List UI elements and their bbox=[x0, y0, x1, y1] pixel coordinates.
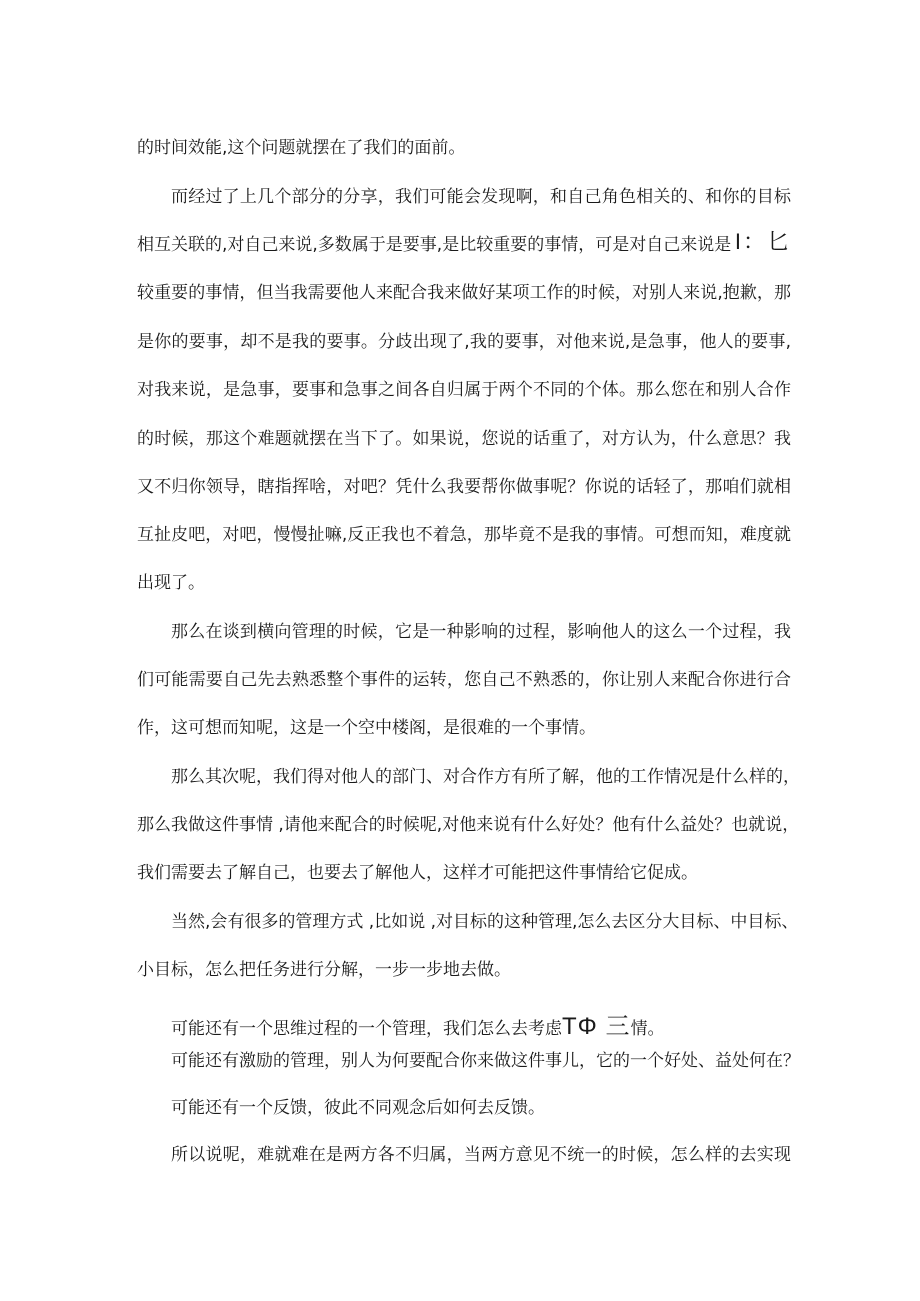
text-line: 出现了。 bbox=[137, 573, 205, 593]
text-line: 对我来说，是急事，要事和急事之间各自归属于两个不同的个体。那么您在和别人合作 bbox=[137, 380, 791, 400]
text-line: 互扯皮吧，对吧，慢慢扯嘛,反正我也不着急，那毕竟不是我的事情。可想而知，难度就 bbox=[137, 525, 791, 545]
text-line: 那么其次呢，我们得对他人的部门、对合作方有所了解，他的工作情况是什么样的， bbox=[171, 767, 800, 787]
text-line: 所以说呢，难就难在是两方各不归属，当两方意见不统一的时候，怎么样的去实现 bbox=[171, 1145, 791, 1165]
text-line: 可能还有一个反馈，彼此不同观念后如何去反馈。 bbox=[171, 1098, 545, 1118]
text-segment: 可能还有一个思维过程的一个管理，我们怎么去考虑 bbox=[171, 1019, 562, 1039]
garbled-glyphs: I：匕 bbox=[734, 229, 791, 254]
text-line: 可能还有激励的管理，别人为何要配合你来做这件事儿，它的一个好处、益处何在？ bbox=[171, 1051, 800, 1071]
garbled-glyphs: TΦ 三 bbox=[562, 1013, 631, 1040]
text-line: 较重要的事情，但当我需要他人来配合我来做好某项工作的时候，对别人来说,抱歉，那 bbox=[137, 283, 791, 303]
text-line: 作，这可想而知呢，这是一个空中楼阁，是很难的一个事情。 bbox=[137, 718, 596, 738]
text-line: 当然,会有很多的管理方式 ,比如说 ,对目标的这种管理,怎么去区分大目标、中目标、 bbox=[171, 912, 799, 932]
text-line bbox=[171, 1015, 664, 1041]
text-line: 的时间效能,这个问题就摆在了我们的面前。 bbox=[137, 138, 466, 158]
text-line: 又不归你领导，瞎指挥啥，对吧？凭什么我要帮你做事呢？你说的话轻了，那咱们就相 bbox=[137, 477, 791, 497]
text-line: 们可能需要自己先去熟悉整个事件的运转，您自己不熟悉的，你让别人来配合你进行合 bbox=[137, 670, 791, 690]
text-line: 我们需要去了解自己，也要去了解他人，这样才可能把这件事情给它促成。 bbox=[137, 863, 698, 883]
text-line bbox=[137, 229, 791, 257]
text-line: 而经过了上几个部分的分享，我们可能会发现啊，和自己角色相关的、和你的目标 bbox=[171, 187, 791, 207]
text-line: 的时候，那这个难题就摆在当下了。如果说，您说的话重了，对方认为，什么意思？我 bbox=[137, 429, 791, 449]
text-segment: 相互关联的,对自己来说,多数属于是要事,是比较重要的事情，可是对自己来说是 bbox=[137, 235, 732, 255]
text-line: 那么在谈到横向管理的时候，它是一种影响的过程，影响他人的这么一个过程，我 bbox=[171, 622, 791, 642]
text-line: 是你的要事，却不是我的要事。分歧出现了,我的要事，对他来说,是急事，他人的要事, bbox=[137, 332, 791, 352]
text-line: 那么我做这件事情 ,请他来配合的时候呢,对他来说有什么好处？他有什么益处？也就说， bbox=[137, 815, 800, 835]
text-segment: 情。 bbox=[630, 1019, 665, 1039]
text-line: 小目标，怎么把任务进行分解，一步一步地去做。 bbox=[137, 960, 511, 980]
